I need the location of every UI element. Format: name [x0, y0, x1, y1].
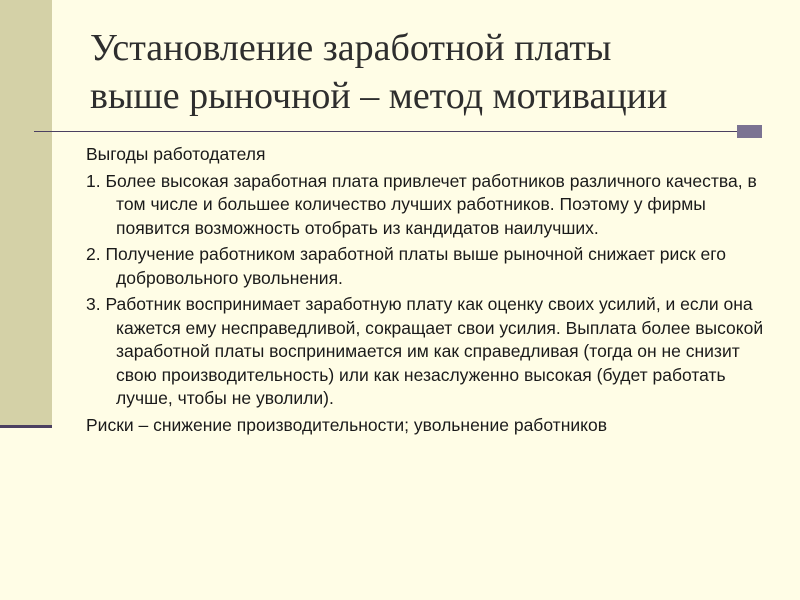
- benefit-point-1: 1. Более высокая заработная плата привлечет работников различного качества, в том числе и большее количество лучших работников. Поэтому у фирмы появится возможность отобрать из кандидатов наилучших.: [86, 170, 757, 238]
- benefit-point-2: 2. Получение работником заработной платы выше рыночной снижает риск его добровольного увольнения.: [86, 244, 727, 288]
- left-band-underline: [0, 425, 52, 428]
- slide-title-line-2: выше рыночной – метод мотивации: [90, 75, 668, 117]
- risks-line: Риски – снижение производительности; увольнение работников: [86, 414, 608, 435]
- title-divider-accent: [737, 125, 762, 138]
- slide-body: [86, 143, 766, 440]
- benefit-point-3: 3. Работник воспринимает заработную плату как оценку своих усилий, и если она кажется ему несправедливой, сокращает свои усилия. Выплата более высокой заработной платы воспринимается им как справедливая (тогда он не снизит свою производительность) или как незаслуженно высокая (будет работать лучше, чтобы не уволили).: [86, 294, 764, 408]
- slide-title: [90, 24, 780, 120]
- title-divider: [34, 131, 737, 132]
- left-decorative-band: [0, 0, 52, 425]
- slide-title-line-1: Установление заработной платы: [90, 27, 612, 69]
- benefits-heading: Выгоды работодателя: [86, 144, 266, 164]
